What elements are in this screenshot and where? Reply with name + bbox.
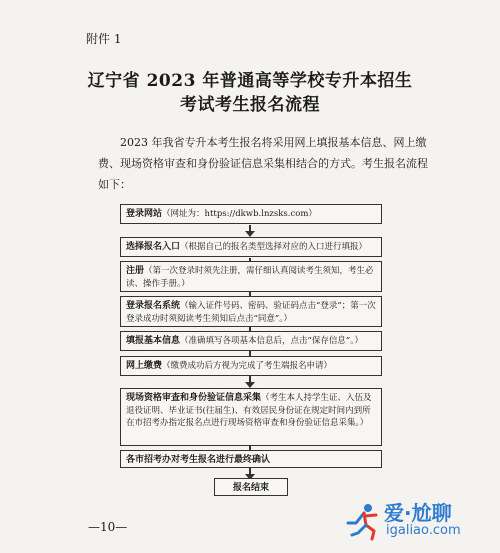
step-label: 网上缴费 — [126, 361, 163, 371]
runner-logo-icon — [344, 501, 382, 541]
step-login-website — [120, 204, 382, 224]
title-line-1: 辽宁省 2023 年普通高等学校专升本招生 — [87, 71, 413, 91]
step-detail: （根据自己的报名类型选择对应的入口进行填报） — [180, 242, 368, 252]
step-detail: （网址为：https://dkwb.lnzsks.com） — [162, 209, 317, 219]
step-label: 选择报名入口 — [126, 242, 181, 252]
step-onsite-verification — [120, 388, 382, 446]
step-registration-end — [214, 478, 288, 496]
step-detail: （缴费成功后方视为完成了考生端报名申请） — [162, 361, 333, 371]
watermark — [344, 497, 494, 545]
step-login-system — [120, 296, 382, 327]
step-register — [120, 261, 382, 292]
page-number: —10— — [88, 520, 128, 534]
step-label: 报名结束 — [232, 483, 269, 493]
step-online-payment — [120, 356, 382, 376]
step-detail: （第一次登录时须先注册，需仔细认真阅读考生须知，考生必读、操作手册。） — [126, 266, 374, 289]
title-line-2: 考试考生报名流程 — [180, 95, 320, 115]
step-label: 填报基本信息 — [126, 336, 181, 346]
step-detail: （输入证件号码、密码、验证码点击“登录”；第一次登录成功时须阅读考生须知后点击“同意”。） — [126, 301, 376, 324]
step-detail: （考生本人持学生证、入伍及退役证明、毕业证书(往届生)、有效居民身份证在规定时间内到所在市招考办指定报名点进行现场资格审查和身份验证信息采集。） — [126, 393, 372, 428]
attachment-label: 附件 1 — [86, 32, 122, 46]
step-final-confirmation — [120, 450, 382, 468]
step-label: 注册 — [126, 266, 145, 276]
step-select-entry — [120, 237, 382, 257]
step-label: 各市招考办对考生报名进行最终确认 — [126, 455, 271, 465]
flow-arrow — [244, 376, 256, 388]
step-detail: （准确填写各项基本信息后，点击“保存信息”。） — [180, 336, 363, 346]
intro-text: 2023 年我省专升本考生报名将采用网上填报基本信息、网上缴费、现场资格审查和身份验证信息采集相结合的方式。考生报名流程如下： — [98, 136, 428, 191]
step-label: 现场资格审查和身份验证信息采集 — [126, 393, 262, 403]
watermark-url: igaliao.com — [386, 523, 461, 538]
intro-paragraph — [98, 132, 438, 195]
watermark-brand: 爱·尬聊 — [384, 501, 452, 525]
flow-arrow — [244, 225, 256, 237]
step-fill-info — [120, 331, 382, 351]
step-label: 登录网站 — [126, 209, 163, 219]
step-label: 登录报名系统 — [126, 301, 181, 311]
